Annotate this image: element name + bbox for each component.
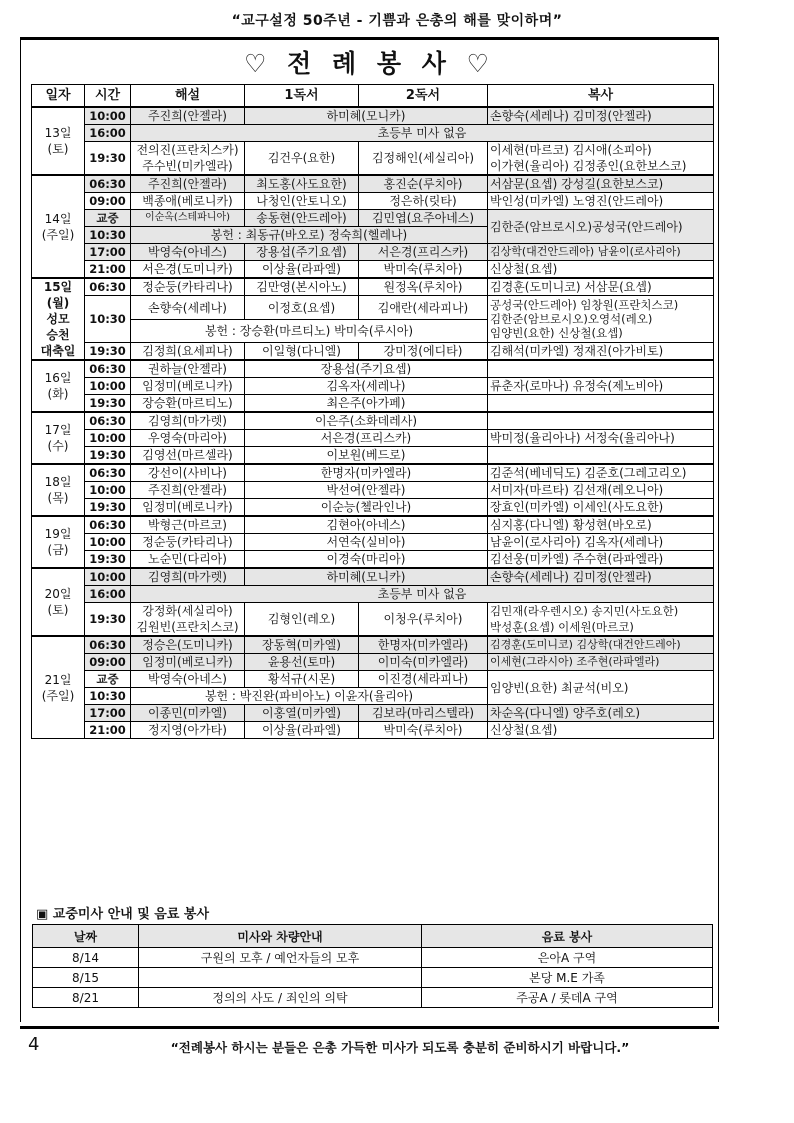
reading2-cell: 이진경(세라피나) [359, 671, 488, 688]
time-cell: 10:00 [85, 430, 131, 447]
server-cell [488, 360, 714, 378]
time-cell: 06:30 [85, 175, 131, 193]
time-cell: 09:00 [85, 193, 131, 210]
table-row [32, 360, 714, 378]
reader-cell: 이경숙(마리아) [245, 551, 488, 569]
mass-header-row [33, 925, 713, 948]
time-cell: 19:30 [85, 603, 131, 637]
time-cell: 10:30 [85, 296, 131, 343]
server-cell: 차순옥(다니엘) 양주호(레오) [488, 705, 714, 722]
info-cell [139, 968, 422, 988]
reading2-cell: 김정해인(세실리아) [359, 142, 488, 176]
offering-cell: 봉헌 : 최동규(바오로) 정숙희(헬레나) [131, 227, 488, 244]
commentator-cell: 우영숙(마리아) [131, 430, 245, 447]
commentator-cell: 장승환(마르티노) [131, 395, 245, 413]
server-cell: 서미자(마르타) 김선재(레오니아) [488, 482, 714, 499]
time-cell: 06:30 [85, 360, 131, 378]
table-row [32, 464, 714, 482]
mass-header-date: 날짜 [33, 925, 139, 948]
table-row [32, 722, 714, 739]
server-cell: 공성국(안드레아) 임창원(프란치스코) 김한준(암브로시오)오영석(레오) 임양빈(요한) 신상철(요셉) [488, 296, 714, 343]
note-cell: 초등부 미사 없음 [131, 125, 714, 142]
day-cell: 16일 (화) [32, 360, 85, 412]
commentator-cell: 박영숙(아네스) [131, 671, 245, 688]
server-cell: 이세현(그라시아) 조주현(라파엘라) [488, 654, 714, 671]
mass-section-title: ▣ 교중미사 안내 및 음료 봉사 [36, 907, 210, 922]
reader-cell: 이보원(베드로) [245, 447, 488, 465]
time-cell: 19:30 [85, 395, 131, 413]
mass-header-drink: 음료 봉사 [422, 925, 713, 948]
time-cell: 19:30 [85, 551, 131, 569]
table-row [32, 343, 714, 361]
commentator-cell: 권하늘(안젤라) [131, 360, 245, 378]
server-cell: 장효인(미카엘) 이세인(사도요한) [488, 499, 714, 517]
time-cell: 09:00 [85, 654, 131, 671]
commentator-cell: 전의진(프란치스카) 주수빈(미카엘라) [131, 142, 245, 176]
offering-cell: 봉헌 : 장승환(마르티노) 박미숙(루시아) [131, 320, 488, 343]
date-cell: 8/14 [33, 948, 139, 968]
commentator-cell: 박형근(마르코) [131, 516, 245, 534]
liturgy-schedule-table [31, 84, 714, 739]
table-row [32, 261, 714, 279]
reading1-cell: 장용섭(주기요셉) [245, 244, 359, 261]
commentator-cell: 서은경(도미니카) [131, 261, 245, 279]
table-row [32, 193, 714, 210]
table-row [32, 568, 714, 586]
commentator-cell: 임정미(베로니카) [131, 654, 245, 671]
reading2-cell: 원정옥(루치아) [359, 278, 488, 296]
time-cell: 19:30 [85, 343, 131, 361]
table-row [32, 534, 714, 551]
server-cell: 김상학(대건안드레아) 남윤이(로사리아) [488, 244, 714, 261]
time-cell: 06:30 [85, 464, 131, 482]
commentator-cell: 정순둥(카타리나) [131, 278, 245, 296]
time-cell: 16:00 [85, 125, 131, 142]
table-row [32, 430, 714, 447]
server-cell [488, 395, 714, 413]
table-row [32, 107, 714, 125]
reading2-cell: 홍진순(루치아) [359, 175, 488, 193]
day-cell: 14일 (주일) [32, 175, 85, 278]
table-row [32, 244, 714, 261]
time-cell: 06:30 [85, 516, 131, 534]
commentator-cell: 주진희(안젤라) [131, 107, 245, 125]
server-cell: 이세현(마르코) 김시애(소피아) 이가현(율리아) 김정종인(요한보스코) [488, 142, 714, 176]
server-cell: 김준석(베네딕도) 김준호(그레고리오) [488, 464, 714, 482]
reader-cell: 서연숙(실비아) [245, 534, 488, 551]
mass-info-table [32, 924, 713, 1008]
time-cell: 10:30 [85, 227, 131, 244]
table-row [32, 175, 714, 193]
header-time: 시간 [85, 85, 131, 108]
reading2-cell: 강미정(에디타) [359, 343, 488, 361]
table-row [32, 654, 714, 671]
reading1-cell: 김형인(레오) [245, 603, 359, 637]
server-cell: 김한준(암브로시오)공성국(안드레아) [488, 210, 714, 244]
reader-cell: 서은경(프리스카) [245, 430, 488, 447]
reading1-cell: 김건우(요한) [245, 142, 359, 176]
time-cell: 06:30 [85, 412, 131, 430]
reading2-cell: 김애란(세라피나) [359, 296, 488, 320]
commentator-cell: 주진희(안젤라) [131, 482, 245, 499]
reading2-cell: 김민엽(요주아네스) [359, 210, 488, 227]
time-cell: 19:30 [85, 499, 131, 517]
time-cell: 06:30 [85, 278, 131, 296]
reading1-cell: 이일형(다니엘) [245, 343, 359, 361]
header-reading1: 1독서 [245, 85, 359, 108]
table-row [32, 125, 714, 142]
reading1-cell: 나청인(안토니오) [245, 193, 359, 210]
info-cell: 구원의 모후 / 예언자들의 모후 [139, 948, 422, 968]
day-cell: 19일 (금) [32, 516, 85, 568]
day-cell: 21일 (주일) [32, 636, 85, 739]
reader-cell: 하미혜(모니카) [245, 107, 488, 125]
page-number: 4 [28, 1034, 40, 1055]
server-cell: 심지홍(다니엘) 황성현(바오로) [488, 516, 714, 534]
note-cell: 초등부 미사 없음 [131, 586, 714, 603]
table-row [32, 705, 714, 722]
server-cell: 손향숙(세레나) 김미정(안젤라) [488, 568, 714, 586]
table-row [32, 671, 714, 688]
reading1-cell: 이홍열(미카엘) [245, 705, 359, 722]
table-row [32, 447, 714, 465]
header-row [32, 85, 714, 108]
table-row [33, 948, 713, 968]
time-cell: 10:00 [85, 482, 131, 499]
page-title: ♡ 전 례 봉 사 ♡ [244, 49, 495, 78]
server-cell: 김경훈(도미니코) 서삼문(요셉) [488, 278, 714, 296]
commentator-cell: 정지영(아가타) [131, 722, 245, 739]
day-cell: 13일 (토) [32, 107, 85, 175]
table-row [32, 482, 714, 499]
header-commentator: 해설 [131, 85, 245, 108]
info-cell: 정의의 사도 / 죄인의 의탁 [139, 988, 422, 1008]
time-cell: 10:00 [85, 568, 131, 586]
reading2-cell: 박미숙(루치아) [359, 261, 488, 279]
table-row [32, 378, 714, 395]
table-row [32, 142, 714, 176]
time-cell: 10:30 [85, 688, 131, 705]
reader-cell: 최은주(아가페) [245, 395, 488, 413]
commentator-cell: 임정미(베로니카) [131, 378, 245, 395]
commentator-cell: 이종민(미카엘) [131, 705, 245, 722]
table-row [32, 395, 714, 413]
reading2-cell: 김보라(마리스텔라) [359, 705, 488, 722]
commentator-cell: 강선이(사비나) [131, 464, 245, 482]
table-row [33, 968, 713, 988]
commentator-cell: 정순둥(카타리나) [131, 534, 245, 551]
server-cell: 남윤이(로사리아) 김옥자(세레나) [488, 534, 714, 551]
server-cell: 김선웅(미카엘) 주수현(라파엘라) [488, 551, 714, 569]
day-cell: 20일 (토) [32, 568, 85, 636]
slogan: “교구설정 50주년 - 기쁨과 은총의 해를 맞이하며” [231, 13, 563, 29]
server-cell: 신상철(요셉) [488, 261, 714, 279]
commentator-cell: 김영선(마르셀라) [131, 447, 245, 465]
drink-cell: 은아A 구역 [422, 948, 713, 968]
server-cell: 박미정(율리아나) 서정숙(율리아나) [488, 430, 714, 447]
server-cell: 김해석(미카엘) 정재진(아가비토) [488, 343, 714, 361]
reader-cell: 한명자(미카엘라) [245, 464, 488, 482]
table-row [32, 586, 714, 603]
commentator-cell: 주진희(안젤라) [131, 175, 245, 193]
reading2-cell: 이청우(루치아) [359, 603, 488, 637]
server-cell: 신상철(요셉) [488, 722, 714, 739]
time-cell: 06:30 [85, 636, 131, 654]
reading1-cell: 황석규(시몬) [245, 671, 359, 688]
time-cell: 10:00 [85, 378, 131, 395]
server-cell: 임양빈(요한) 최균석(비오) [488, 671, 714, 705]
reading1-cell: 송동현(안드레아) [245, 210, 359, 227]
drink-cell: 주공A / 롯데A 구역 [422, 988, 713, 1008]
time-cell: 17:00 [85, 705, 131, 722]
reading1-cell: 김만영(본시아노) [245, 278, 359, 296]
date-cell: 8/21 [33, 988, 139, 1008]
time-cell: 10:00 [85, 107, 131, 125]
day-cell: 15일 (월) 성모 승천 대축일 [32, 278, 85, 360]
server-cell: 김경훈(도미니코) 김상학(대건안드레아) [488, 636, 714, 654]
table-row [32, 551, 714, 569]
time-cell: 교중 [85, 671, 131, 688]
reading1-cell: 장동혁(미카엘) [245, 636, 359, 654]
reading2-cell: 한명자(미카엘라) [359, 636, 488, 654]
commentator-cell: 백종애(베로니카) [131, 193, 245, 210]
reading1-cell: 윤용선(토마) [245, 654, 359, 671]
time-cell: 10:00 [85, 534, 131, 551]
table-row [32, 603, 714, 637]
commentator-cell: 김정희(요세피나) [131, 343, 245, 361]
table-row [32, 636, 714, 654]
reading1-cell: 최도홍(사도요한) [245, 175, 359, 193]
time-cell: 교중 [85, 210, 131, 227]
header-server: 복사 [488, 85, 714, 108]
table-row [32, 412, 714, 430]
day-cell: 18일 (목) [32, 464, 85, 516]
reading2-cell: 이미숙(미카엘라) [359, 654, 488, 671]
reading2-cell: 서은경(프리스카) [359, 244, 488, 261]
time-cell: 17:00 [85, 244, 131, 261]
time-cell: 19:30 [85, 142, 131, 176]
reader-cell: 김현아(아네스) [245, 516, 488, 534]
time-cell: 16:00 [85, 586, 131, 603]
commentator-cell: 김영희(마가렛) [131, 412, 245, 430]
server-cell: 손향숙(세레나) 김미정(안젤라) [488, 107, 714, 125]
day-cell: 17일 (수) [32, 412, 85, 464]
server-cell: 박인성(미카엘) 노영진(안드레아) [488, 193, 714, 210]
table-row [32, 278, 714, 296]
server-cell: 서삼문(요셉) 강성길(요한보스코) [488, 175, 714, 193]
commentator-cell: 박영숙(아네스) [131, 244, 245, 261]
time-cell: 21:00 [85, 261, 131, 279]
header-day: 일자 [32, 85, 85, 108]
commentator-cell: 손향숙(세레나) [131, 296, 245, 320]
date-cell: 8/15 [33, 968, 139, 988]
offering-cell: 봉헌 : 박진완(파비아노) 이윤자(율리아) [131, 688, 488, 705]
table-row [32, 516, 714, 534]
commentator-cell: 강정화(세실리아) 김원빈(프란치스코) [131, 603, 245, 637]
server-cell [488, 447, 714, 465]
commentator-cell: 이순옥(스테파니아) [131, 210, 245, 227]
table-row [32, 296, 714, 320]
reading1-cell: 이정호(요셉) [245, 296, 359, 320]
reader-cell: 하미혜(모니카) [245, 568, 488, 586]
commentator-cell: 노순민(다리아) [131, 551, 245, 569]
drink-cell: 본당 M.E 가족 [422, 968, 713, 988]
reader-cell: 김옥자(세레나) [245, 378, 488, 395]
reading2-cell: 정은하(릿타) [359, 193, 488, 210]
table-row [33, 988, 713, 1008]
commentator-cell: 임정미(베로니카) [131, 499, 245, 517]
commentator-cell: 김영희(마가렛) [131, 568, 245, 586]
server-cell [488, 412, 714, 430]
reading2-cell: 박미숙(루치아) [359, 722, 488, 739]
time-cell: 19:30 [85, 447, 131, 465]
server-cell: 류춘자(로마나) 유정숙(제노비아) [488, 378, 714, 395]
table-row [32, 499, 714, 517]
reader-cell: 박선여(안젤라) [245, 482, 488, 499]
header-reading2: 2독서 [359, 85, 488, 108]
reading1-cell: 이상율(라파엘) [245, 722, 359, 739]
reader-cell: 이은주(소화데레사) [245, 412, 488, 430]
commentator-cell: 정승은(도미니카) [131, 636, 245, 654]
footer-note: “전례봉사 하시는 분들은 은총 가득한 미사가 되도록 충분히 준비하시기 바랍니다.” [170, 1040, 630, 1055]
time-cell: 21:00 [85, 722, 131, 739]
reader-cell: 장용섭(주기요셉) [245, 360, 488, 378]
reader-cell: 이순능(첼라인나) [245, 499, 488, 517]
server-cell: 김민재(라우렌시오) 송지민(사도요한) 박성훈(요셉) 이세원(마르코) [488, 603, 714, 637]
reading1-cell: 이상율(라파엘) [245, 261, 359, 279]
mass-header-info: 미사와 차량안내 [139, 925, 422, 948]
table-row [32, 210, 714, 227]
